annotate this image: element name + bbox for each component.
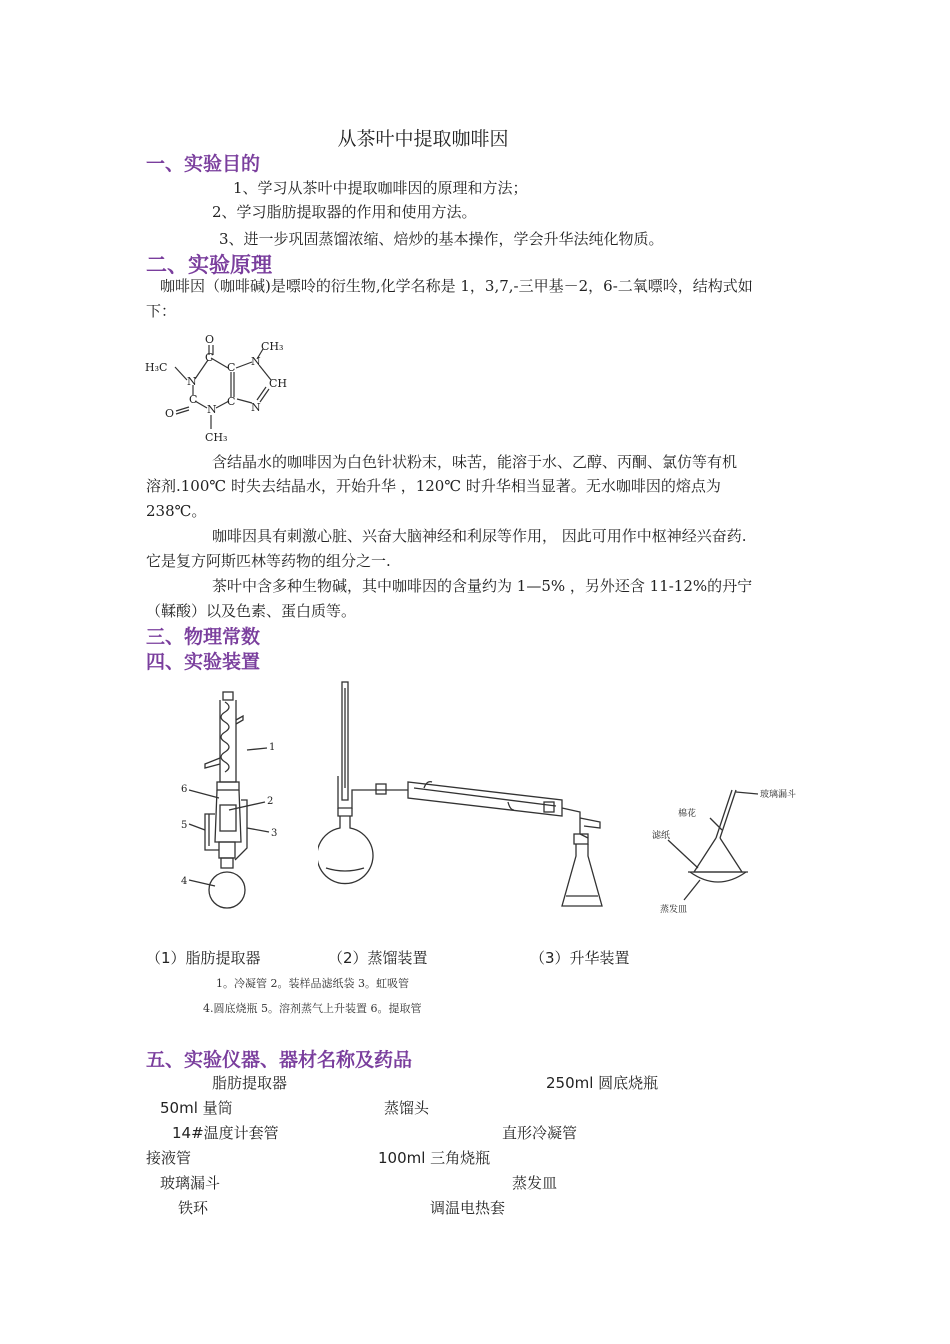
- section-heading-apparatus: 四、实验装置: [146, 651, 261, 673]
- atom-label: H₃C: [145, 361, 168, 374]
- sublimation-apparatus-figure: [650, 780, 810, 920]
- principle-line: 咖啡因（咖啡碱)是嘌呤的衍生物,化学名称是 1，3,7,-三甲基－2，6-二氧嘌呤，结构式如: [160, 277, 753, 295]
- part-number: 1: [269, 742, 276, 753]
- atom-label: CH₃: [205, 431, 228, 444]
- principle-line: 茶叶中含多种生物碱，其中咖啡因的含量约为 1—5% ，另外还含 11-12%的丹宁: [212, 577, 753, 595]
- section-heading-constants: 三、物理常数: [146, 626, 261, 648]
- instrument-item: 14#温度计套管: [172, 1124, 279, 1142]
- instrument-item: 铁环: [178, 1199, 209, 1217]
- instrument-item: 蒸发皿: [512, 1174, 558, 1192]
- part-number: 4: [181, 876, 188, 887]
- figure-legend: 1。冷凝管 2。装样品滤纸袋 3。虹吸管: [216, 977, 409, 990]
- atom-label: N: [207, 403, 217, 416]
- principle-line: 下：: [146, 302, 177, 320]
- principle-line: 含结晶水的咖啡因为白色针状粉末，味苦，能溶于水、乙醇、丙酮、氯仿等有机: [212, 453, 738, 471]
- aim-item-2: 2、学习脂肪提取器的作用和使用方法。: [212, 203, 477, 221]
- principle-line: （鞣酸）以及色素、蛋白质等。: [146, 602, 357, 620]
- figure-legend: 4.圆底烧瓶 5。溶剂蒸气上升装置 6。提取管: [203, 1002, 422, 1015]
- atom-label: C: [227, 395, 236, 408]
- instrument-item: 100ml 三角烧瓶: [378, 1149, 491, 1167]
- instrument-item: 玻璃漏斗: [160, 1174, 221, 1192]
- atom-label: C: [205, 351, 214, 364]
- part-label: 蒸发皿: [660, 905, 688, 915]
- section-heading-principle: 二、实验原理: [146, 253, 272, 277]
- atom-label: C: [189, 393, 198, 406]
- instrument-item: 50ml 量筒: [160, 1099, 233, 1117]
- atom-label: N: [251, 401, 261, 414]
- part-label: 玻璃漏斗: [760, 790, 797, 800]
- instrument-item: 蒸馏头: [384, 1099, 430, 1117]
- instrument-item: 脂肪提取器: [212, 1074, 288, 1092]
- principle-line: 溶剂.100℃ 时失去结晶水，开始升华 ，120℃ 时升华相当显著。无水咖啡因的熔点为: [146, 477, 721, 495]
- page-title: 从茶叶中提取咖啡因: [337, 128, 509, 150]
- atom-label: N: [251, 355, 261, 368]
- section-heading-instruments: 五、实验仪器、器材名称及药品: [146, 1049, 413, 1071]
- figure-caption: （2）蒸馏装置: [328, 949, 428, 967]
- part-number: 5: [181, 820, 188, 831]
- instrument-item: 调温电热套: [430, 1199, 506, 1217]
- figure-caption: （1）脂肪提取器: [146, 949, 261, 967]
- part-number: 6: [181, 784, 188, 795]
- aim-item-3: 3、进一步巩固蒸馏浓缩、焙炒的基本操作，学会升华法纯化物质。: [219, 230, 664, 248]
- atom-label: C: [227, 361, 236, 374]
- principle-line: 咖啡因具有刺激心脏、兴奋大脑神经和利尿等作用， 因此可用作中枢神经兴奋药.: [212, 527, 747, 545]
- part-number: 3: [271, 828, 278, 839]
- figure-caption: （3）升华装置: [530, 949, 630, 967]
- distillation-apparatus-figure: [318, 678, 618, 918]
- instrument-item: 250ml 圆底烧瓶: [546, 1074, 659, 1092]
- part-label: 棉花: [678, 809, 697, 819]
- part-number: 2: [267, 796, 274, 807]
- principle-line: 它是复方阿斯匹林等药物的组分之一.: [146, 552, 391, 570]
- principle-line: 238℃。: [146, 502, 207, 520]
- soxhlet-extractor-figure: [175, 690, 285, 915]
- aim-item-1: 1、学习从茶叶中提取咖啡因的原理和方法；: [233, 179, 528, 197]
- instrument-item: 接液管: [146, 1149, 192, 1167]
- caffeine-structure-diagram: [145, 325, 305, 447]
- atom-label: CH: [269, 377, 288, 390]
- part-label: 滤纸: [652, 831, 671, 841]
- atom-label: O: [205, 333, 215, 346]
- instrument-item: 直形冷凝管: [502, 1124, 578, 1142]
- atom-label: O: [165, 407, 175, 420]
- section-heading-aims: 一、实验目的: [146, 153, 261, 175]
- atom-label: N: [187, 375, 197, 388]
- atom-label: CH₃: [261, 340, 284, 353]
